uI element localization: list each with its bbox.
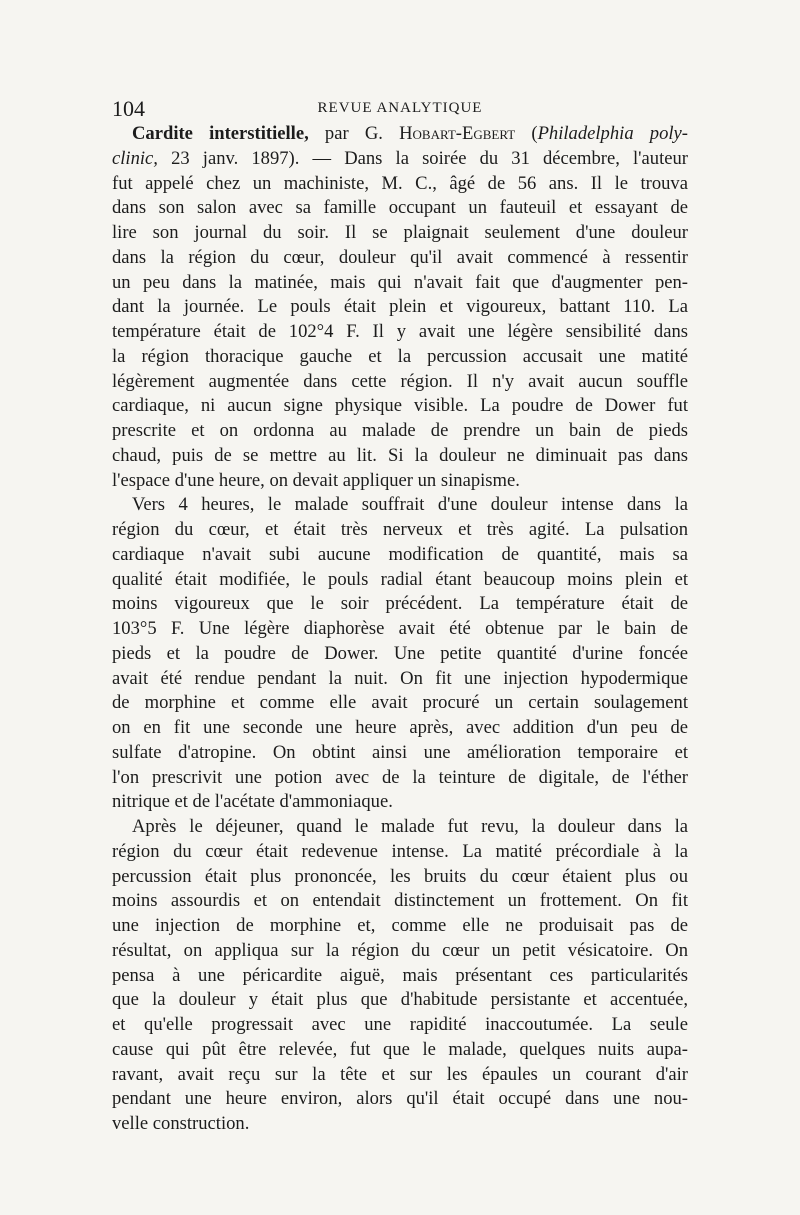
text-line: ravant, avait reçu sur la tête et sur les épaules un courant d'air (112, 1063, 688, 1085)
text-line: et qu'elle progressait avec une rapidité inaccoutumée. La seule (112, 1014, 688, 1035)
text-line: prescrite et on ordonna au malade de prendre un bain de pieds (112, 420, 688, 441)
text-line: dans son salon avec sa famille occupant un fauteuil et essayant de (112, 197, 688, 219)
text-line: température était de 102°4 F. Il y avait une légère sensibilité dans (112, 321, 688, 342)
text-line: on en fit une seconde une heure après, avec addition d'un peu de (112, 717, 688, 738)
author-name: Hobart-Egbert (399, 123, 516, 144)
article-body (112, 122, 688, 1137)
text-line: moins assourdis et on entendait distinctement un frottement. On fit (112, 890, 688, 912)
paragraph-1 (112, 172, 688, 494)
page-number: 104 (112, 96, 145, 121)
text-line: Après le déjeuner, quand le malade fut revu, la douleur dans la (132, 816, 688, 837)
text-line: lire son journal du soir. Il se plaignait seulement d'une douleur (112, 222, 688, 243)
article-second-line (112, 147, 688, 172)
text-line: Vers 4 heures, le malade souffrait d'une douleur intense dans la (132, 494, 688, 516)
text-line: un peu dans la matinée, mais qui n'avait fait que d'augmenter pen- (112, 271, 688, 293)
text-line: résultat, on appliqua sur la région du cœur un petit vésicatoire. On (112, 939, 688, 961)
text-line: avait été rendue pendant la nuit. On fit une injection hypodermique (112, 667, 688, 689)
article-title: Cardite interstitielle, (132, 123, 309, 144)
byline-prefix: par G. (308, 123, 400, 144)
text-line: région du cœur était redevenue intense. La matité précordiale à la (112, 840, 688, 862)
text-line: une injection de morphine et, comme elle ne produisait pas de (112, 915, 688, 936)
source-journal-end: clinic, (112, 147, 158, 169)
text-line: légèrement augmentée dans cette région. Il n'y avait aucun souffle (112, 370, 688, 392)
text-line: région du cœur, et était très nerveux et très agité. La pulsation (112, 519, 688, 540)
text-line: l'espace d'une heure, on devait appliquer un sinapisme. (112, 469, 520, 491)
text-line: cardiaque, ni aucun signe physique visible. La poudre de Dower fut (112, 395, 688, 417)
text-line: cardiaque n'avait subi aucune modification de quantité, mais sa (112, 543, 688, 565)
text-line: moins vigoureux que le soir précédent. La température était de (112, 593, 688, 615)
text-line: sulfate d'atropine. On obtint ainsi une amélioration temporaire et (112, 741, 688, 763)
text-line: 103°5 F. Une légère diaphorèse avait été obtenue par le bain de (112, 618, 688, 639)
text-line: pensa à une péricardite aiguë, mais présentant ces particularités (112, 964, 688, 986)
text-line: que la douleur y était plus que d'habitude persistante et accentuée, (112, 989, 688, 1011)
text-line: l'on prescrivit une potion avec de la teinture de digitale, de l'éther (112, 766, 688, 788)
page-header (112, 96, 688, 122)
text-line: pendant une heure environ, alors qu'il était occupé dans une nou- (112, 1088, 688, 1110)
paragraph-2 (112, 493, 688, 815)
source-journal: Philadelphia poly- (537, 123, 688, 144)
line-rest: 23 janv. 1897). — Dans la soirée du 31 décembre, l'auteur (157, 147, 688, 169)
text-line: qualité était modifiée, le pouls radial étant beaucoup moins plein et (112, 568, 688, 590)
text-line: pieds et la poudre de Dower. Une petite quantité d'urine foncée (112, 642, 688, 664)
text-line: dans la région du cœur, douleur qu'il avait commencé à ressentir (112, 246, 688, 268)
running-title: REVUE ANALYTIQUE (317, 100, 483, 116)
text-line: dant la journée. Le pouls était plein et vigoureux, battant 110. La (112, 296, 688, 318)
text-line: la région thoracique gauche et la percussion accusait une matité (112, 345, 688, 367)
source-open: ( (515, 123, 538, 144)
text-line: fut appelé chez un machiniste, M. C., âgé de 56 ans. Il le trouva (112, 172, 688, 194)
text-line: percussion était plus prononcée, les bruits du cœur étaient plus ou (112, 865, 688, 887)
text-line: de morphine et comme elle avait procuré un certain soulagement (112, 692, 688, 714)
paragraph-3 (112, 815, 688, 1137)
text-line: cause qui pût être relevée, fut que le malade, quelques nuits aupa- (112, 1038, 688, 1060)
text-line: nitrique et de l'acétate d'ammoniaque. (112, 791, 393, 813)
text-line: velle construction. (112, 1113, 250, 1134)
text-line: chaud, puis de se mettre au lit. Si la douleur ne diminuait pas dans (112, 444, 688, 466)
article-first-line (112, 122, 688, 147)
